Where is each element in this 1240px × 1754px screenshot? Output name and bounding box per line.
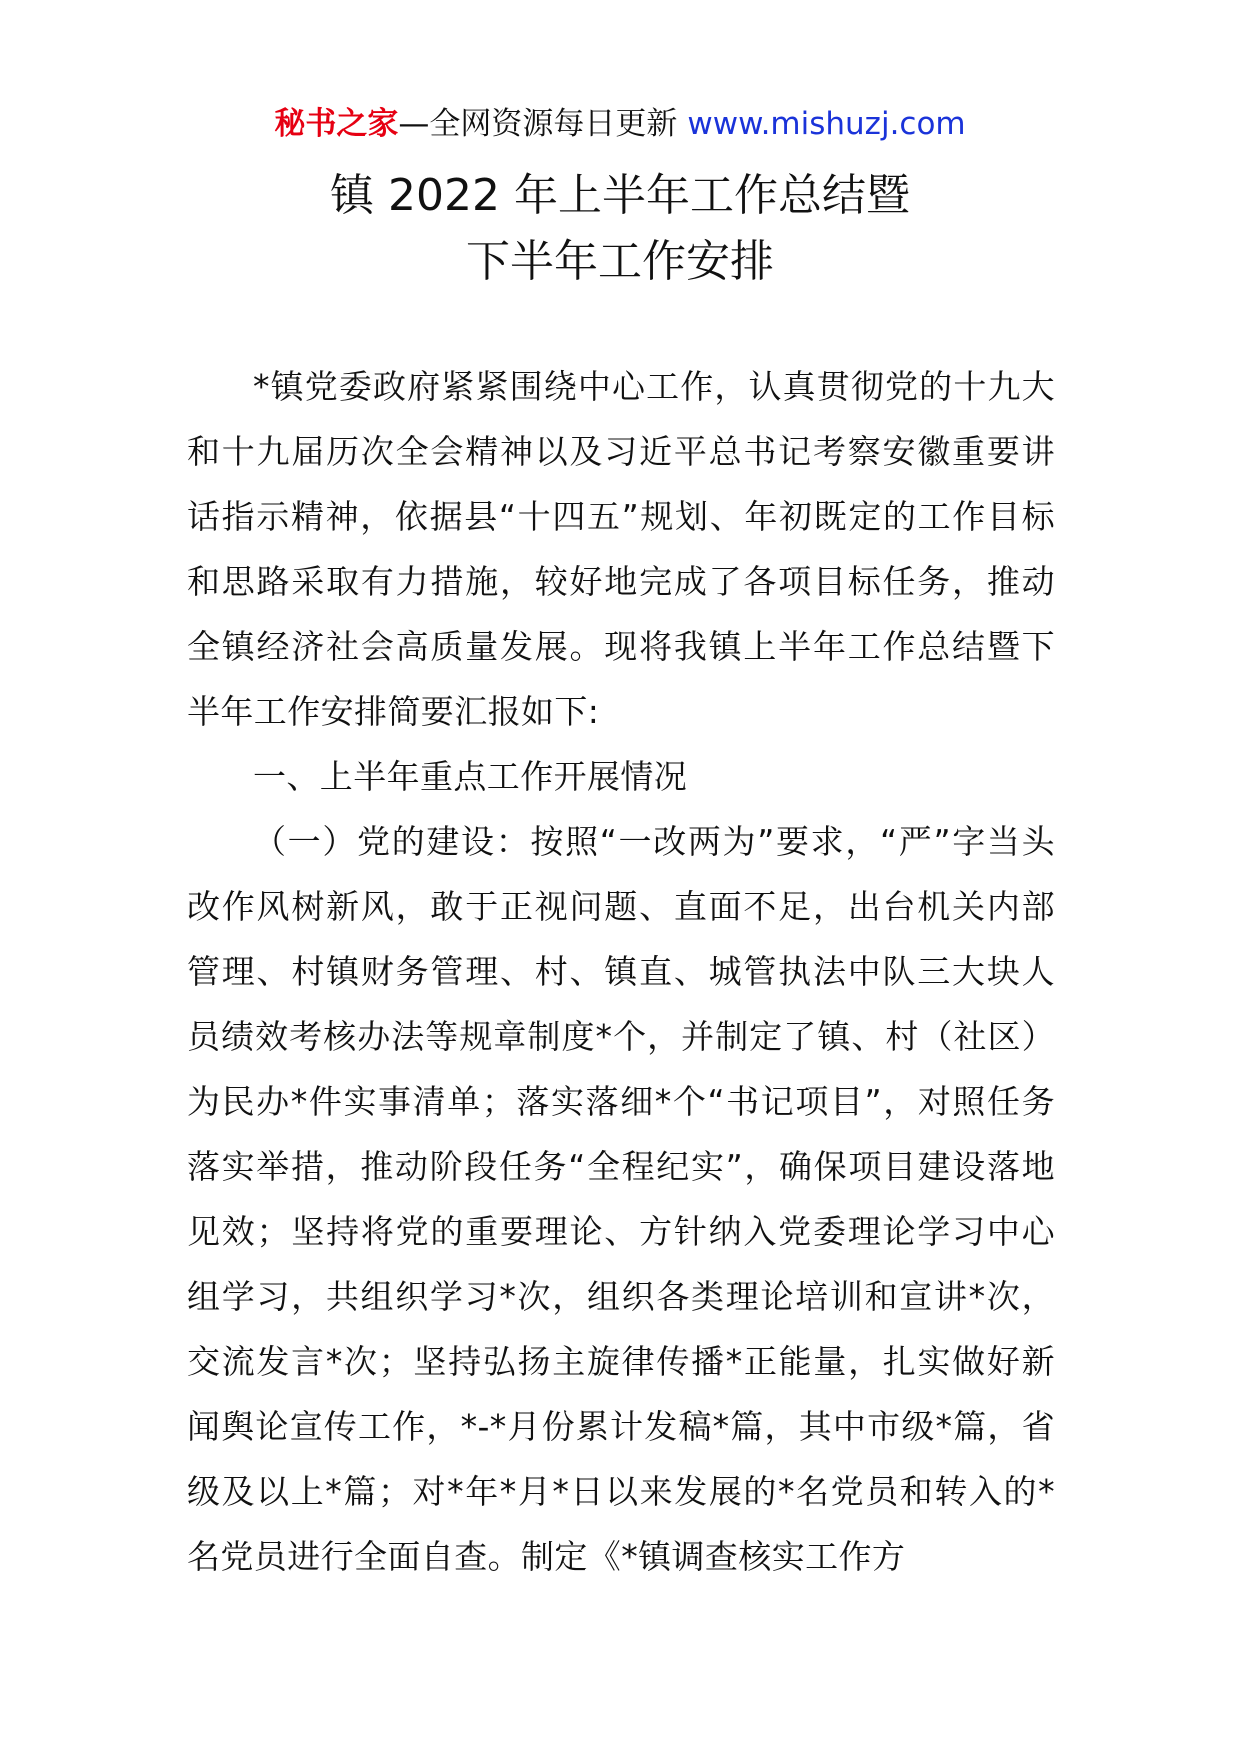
site-url-link[interactable]: www.mishuzj.com (687, 106, 966, 142)
brand-name: 秘书之家 (274, 106, 399, 142)
document-title (0, 163, 1240, 295)
body-paragraph: （一）党的建设：按照“一改两为”要求，“严”字当头改作风树新风，敢于正视问题、直面不足，出台机关内部管理、村镇财务管理、村、镇直、城管执法中队三大块人员绩效考核办法等规章制度*个，并制定了镇、村（社区）为民办*件实事清单；落实落细*个“书记项目”，对照任务落实举措，推动阶段任务“全程纪实”，确保项目建设落地见效；坚持将党的重要理论、方针纳入党委理论学习中心组学习，共组织学习*次，组织各类理论培训和宣讲*次，交流发言*次；坚持弘扬主旋律传播*正能量，扎实做好新闻舆论宣传工作，*-*月份累计发稿*篇，其中市级*篇，省级及以上*篇；对*年*月*日以来发展的*名党员和转入的*名党员进行全面自查。制定《*镇调查核实工作方 (187, 822, 1055, 1576)
header-tagline: —全网资源每日更新 (398, 106, 678, 142)
section-heading: 一、上半年重点工作开展情况 (253, 757, 688, 796)
title-line-1: 镇 2022 年上半年工作总结暨 (330, 170, 910, 221)
site-header (0, 102, 1240, 146)
document-body (187, 354, 1055, 1589)
title-line-2: 下半年工作安排 (466, 236, 774, 287)
intro-paragraph: *镇党委政府紧紧围绕中心工作，认真贯彻党的十九大和十九届历次全会精神以及习近平总书记考察安徽重要讲话指示精神，依据县“十四五”规划、年初既定的工作目标和思路采取有力措施，较好地完成了各项目标任务，推动全镇经济社会高质量发展。现将我镇上半年工作总结暨下半年工作安排简要汇报如下: (187, 367, 1055, 731)
